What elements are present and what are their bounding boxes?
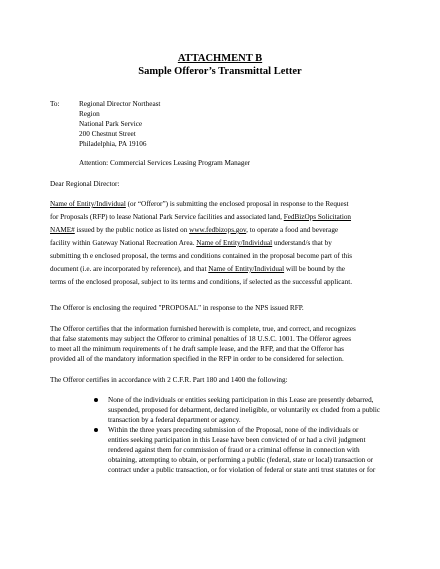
address-line-5: Philadelphia, PA 19106 — [79, 140, 147, 148]
paragraph-3-line-3: to meet all the minimum requirements of t he draft sample lease, and the RFP, and that the Offeror has — [50, 345, 344, 353]
name-number-field: NAME# — [50, 226, 75, 234]
address-line-1: Regional Director Northeast — [79, 100, 161, 108]
attention-line: Attention: Commercial Services Leasing Program Manager — [79, 159, 251, 167]
p1-text: understand/s that by — [272, 239, 332, 247]
bullet-2-line-3: rendered against them for commission of fraud or a criminal offense in connection with — [108, 446, 360, 454]
p1-text: facility within Gateway National Recreation Area. — [50, 239, 197, 247]
p1-text: document (i.e. are incorporated by reference), and that — [50, 265, 209, 273]
entity-name-field: Name of Entity/Individual — [208, 265, 285, 273]
letter-subtitle: Sample Offeror’s Transmittal Letter — [138, 66, 302, 77]
attachment-title: ATTACHMENT B — [177, 53, 263, 64]
address-line-3: National Park Service — [79, 120, 143, 128]
paragraph-1-line-2 — [50, 213, 351, 222]
p1-text: (or “Offeror”) is submitting the enclosed proposal in response to the Request — [125, 200, 349, 208]
bullet-1-line-1: None of the individuals or entities seeking participation in this Lease are presently debarred, — [108, 396, 374, 404]
bullet-2-line-4: obtaining, attempting to obtain, or performing a public (federal, state or local) transaction or — [108, 456, 374, 464]
paragraph-1-line-1 — [50, 200, 349, 209]
paragraph-3-line-2: that false statements may subject the Offeror to criminal penalties of 18 U.S.C. 1001. The Offeror agrees — [50, 335, 351, 343]
bullet-2-line-1: Within the three years preceding submission of the Proposal, none of the individuals or — [108, 426, 359, 434]
salutation: Dear Regional Director: — [50, 180, 120, 188]
paragraph-4: The Offeror certifies in accordance with 2 C.F.R. Part 180 and 1400 the following: — [50, 376, 288, 384]
address-line-4: 200 Chestnut Street — [79, 130, 136, 138]
p1-text: , to operate a food and beverage — [246, 226, 339, 234]
bullet-icon — [94, 428, 98, 432]
paragraph-3-line-4: provided all of the mandatory information specified in the RFP in order to be considered for selection. — [50, 355, 344, 363]
paragraph-1-line-3 — [50, 226, 338, 235]
paragraph-1-line-4 — [50, 239, 332, 248]
paragraph-1-line-7: terms of the enclosed proposal, subject to its terms and conditions, if selected as the successful applicant. — [50, 278, 352, 286]
fedbizops-link[interactable]: www.fedbizops.gov — [189, 226, 247, 234]
paragraph-1-line-5: submitting th e enclosed proposal, the terms and conditions contained in the proposal become part of this — [50, 252, 353, 260]
p1-text: for Proposals (RFP) to lease National Park Service facilities and associated land, — [50, 213, 284, 221]
paragraph-1-line-6 — [50, 265, 345, 274]
bullet-1-line-3: transaction by a federal department or agency. — [108, 416, 241, 424]
p1-text: will be bound by the — [284, 265, 345, 273]
solicitation-link[interactable]: FedBizOps Solicitation — [283, 213, 352, 221]
p1-text: issued by the public notice as listed on — [74, 226, 190, 234]
to-label-text: To: — [50, 100, 60, 108]
bullet-1-line-2: suspended, proposed for debarment, declared ineligible, or voluntarily ex cluded from a public — [108, 406, 381, 414]
address-line-2: Region — [79, 110, 100, 118]
paragraph-3-line-1: The Offeror certifies that the information furnished herewith is complete, true, and correct, and recognizes — [50, 325, 356, 333]
bullet-icon — [94, 398, 98, 402]
bullet-2-line-2: entities seeking participation in this Lease have been convicted of or had a civil judgment — [108, 436, 366, 444]
entity-name-field: Name of Entity/Individual — [196, 239, 273, 247]
paragraph-2: The Offeror is enclosing the required "PROPOSAL" in response to the NPS issued RFP. — [50, 304, 304, 312]
entity-name-link: Name of Entity/Individual — [50, 200, 126, 208]
bullet-2-line-5: contract under a public transaction, or for violation of federal or state anti trust statutes or for — [108, 466, 376, 474]
